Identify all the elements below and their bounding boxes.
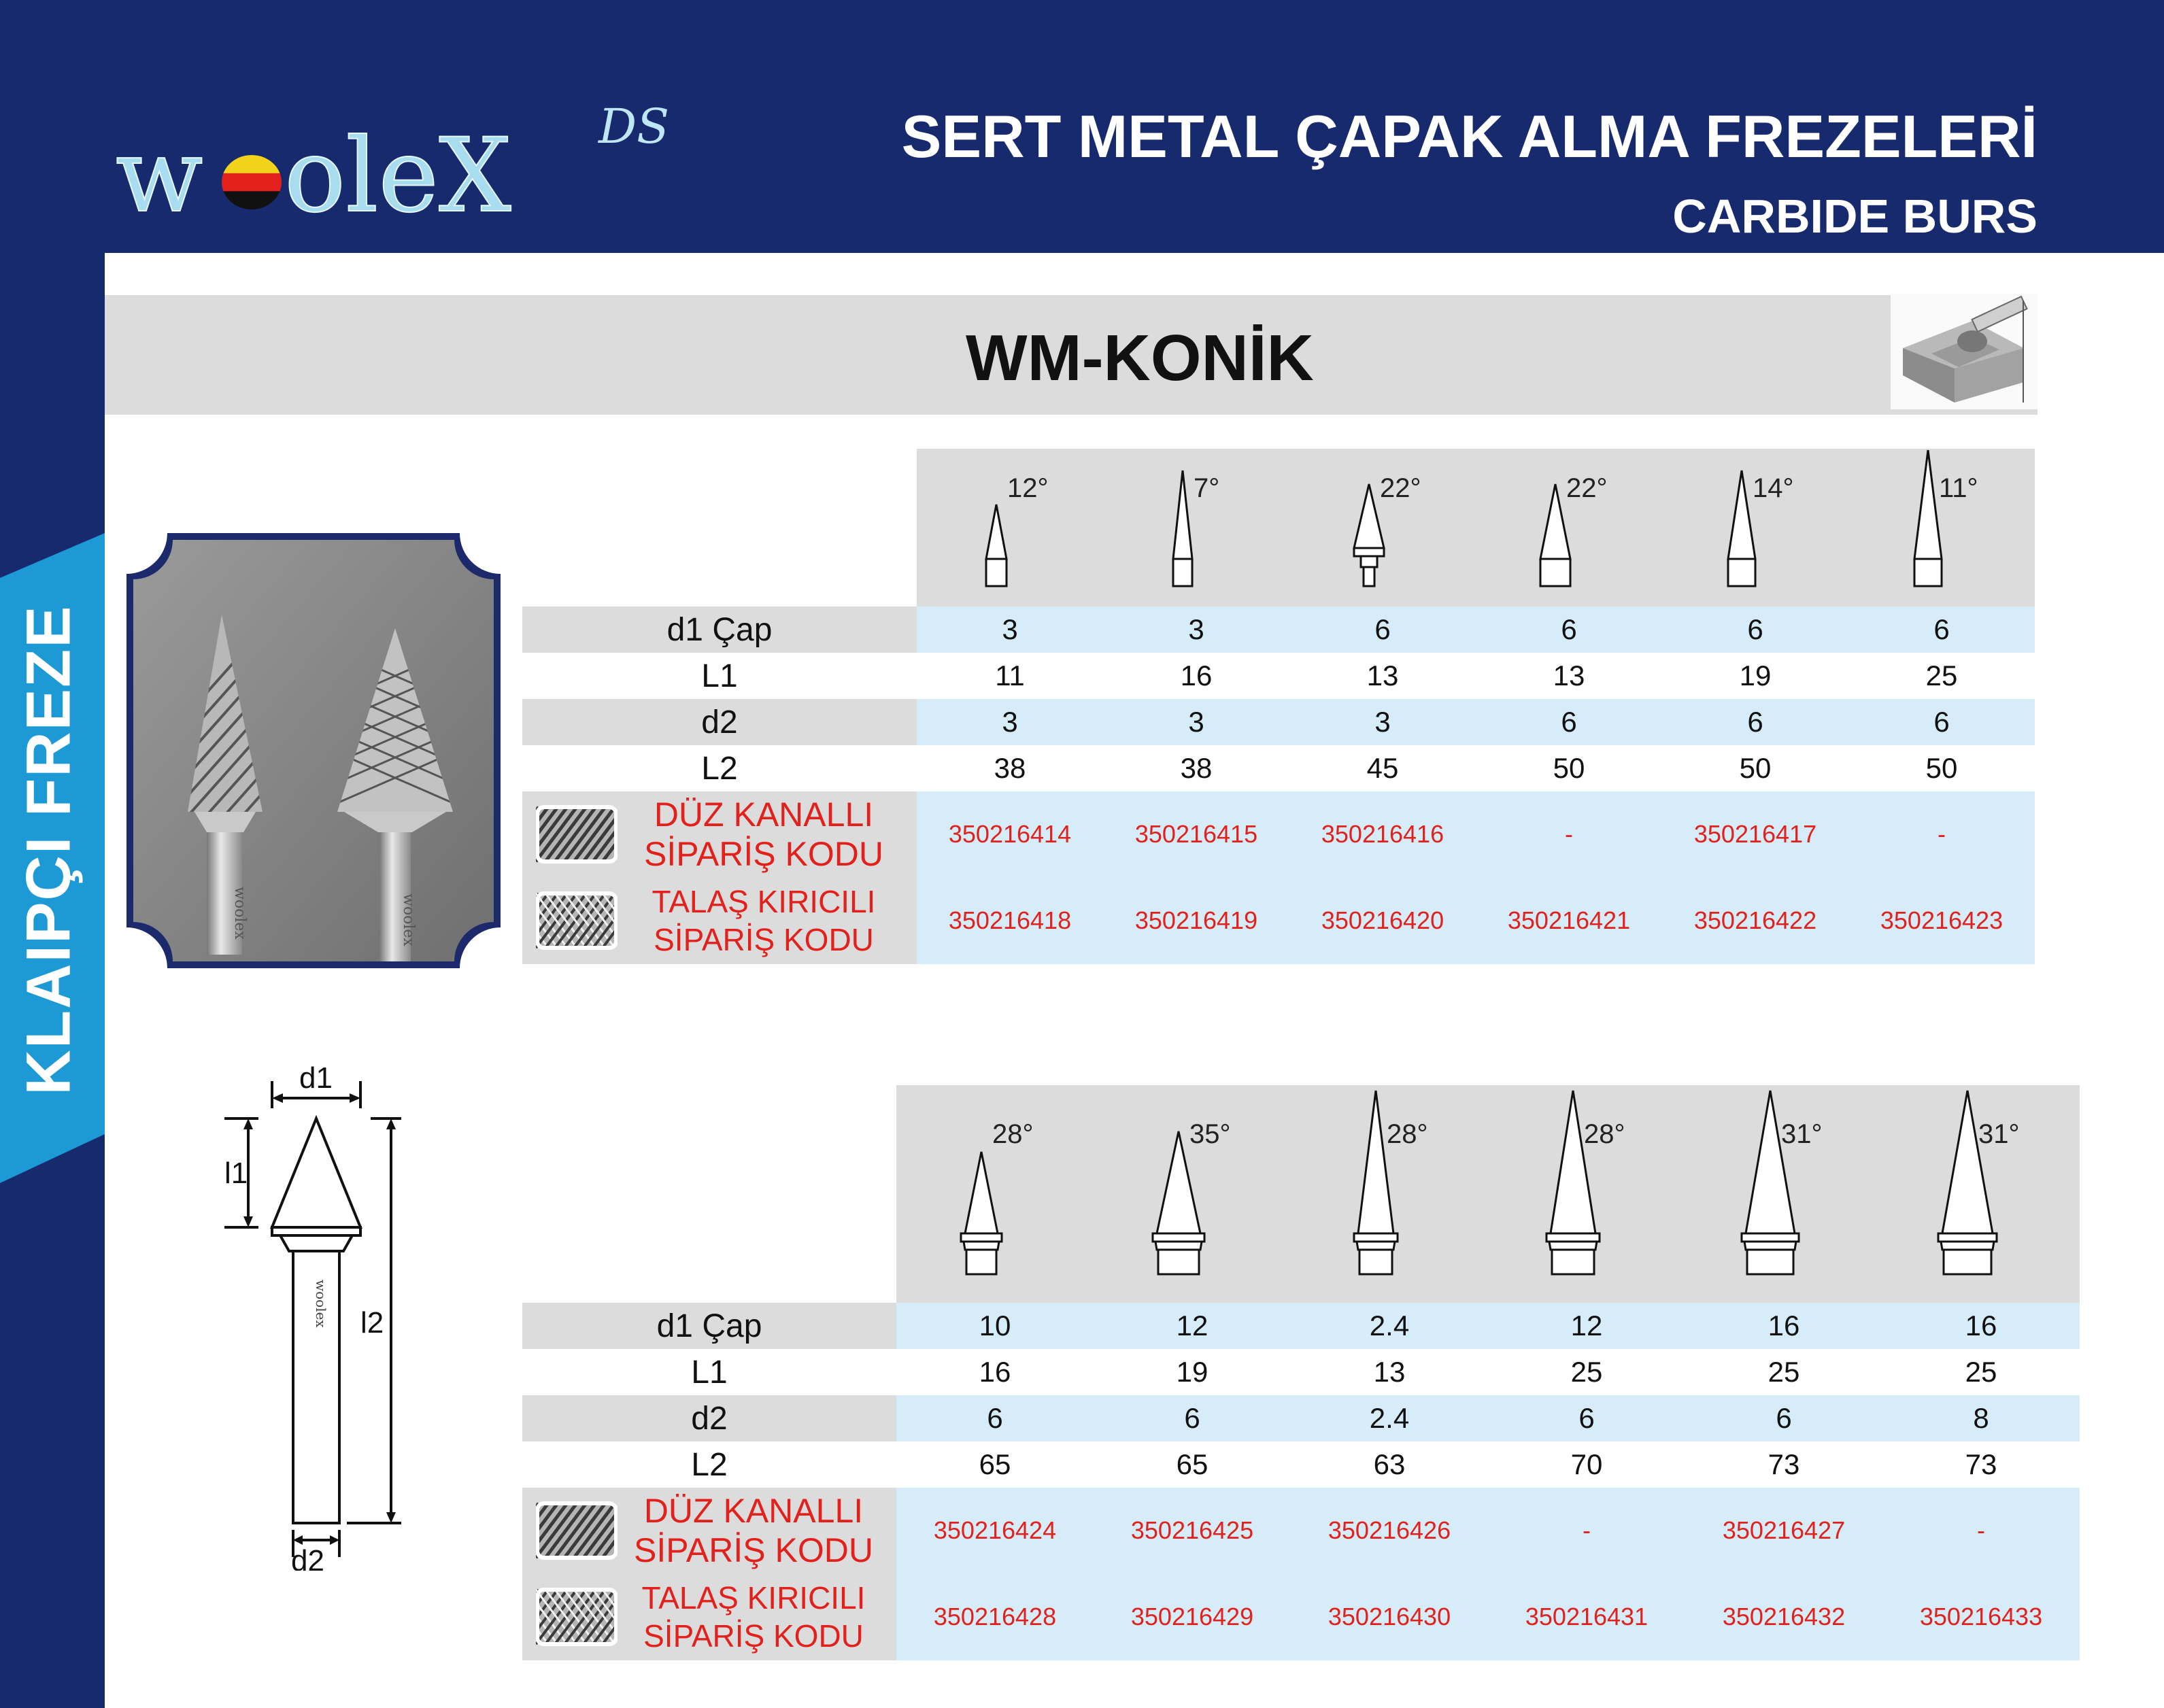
spec-value: 38: [1103, 745, 1289, 791]
side-tab-label: KLAIPÇI FREZE: [14, 604, 84, 1095]
spec-value: 25: [1685, 1349, 1882, 1395]
order-code: 350216430: [1291, 1573, 1488, 1660]
burr-profile: [917, 449, 1103, 607]
burr-profile-icon: [917, 449, 1103, 607]
spec-value: 13: [1289, 653, 1476, 699]
spec-value: 6: [1848, 699, 2035, 745]
burr-profile-icon: [896, 1085, 1094, 1303]
flute-icon: [536, 1587, 618, 1650]
order-code-line2: SİPARİŞ KODU: [644, 835, 883, 873]
header-subtitle: CARBIDE BURS: [1672, 190, 2038, 243]
order-code: 350216431: [1488, 1573, 1685, 1660]
order-code-line1: DÜZ KANALLI: [654, 796, 874, 834]
burr-profile: [1848, 449, 2035, 607]
spec-value: 38: [917, 745, 1103, 791]
dimension-drawing: [204, 1061, 428, 1571]
order-code-line1: DÜZ KANALLI: [643, 1492, 864, 1530]
dim-label-l1: l1: [224, 1157, 248, 1190]
spec-value: 73: [1882, 1441, 2080, 1488]
row-label: d1 Çap: [522, 1303, 896, 1349]
spec-value: 3: [917, 699, 1103, 745]
order-code-text: [624, 1576, 883, 1658]
spec-value: 16: [1882, 1303, 2080, 1349]
spec-value: 6: [1476, 699, 1662, 745]
order-code-line1: TALAŞ KIRICILI: [652, 884, 876, 919]
spec-value: 6: [1476, 607, 1662, 653]
burr-profile: [1094, 1085, 1291, 1303]
spec-value: 50: [1848, 745, 2035, 791]
order-code-line2: SİPARİŞ KODU: [654, 922, 874, 957]
row-label: d2: [522, 699, 917, 745]
svg-text:woolex: woolex: [313, 1280, 329, 1328]
straight-flute-icon: [536, 804, 618, 864]
order-code: 350216417: [1662, 791, 1848, 877]
dim-label-d1: d1: [299, 1061, 333, 1095]
spec-value: 6: [1289, 607, 1476, 653]
order-code-text: [624, 794, 903, 874]
burr-profile-icon: [1094, 1085, 1291, 1303]
spec-value: 12: [1094, 1303, 1291, 1349]
spec-value: 45: [1289, 745, 1476, 791]
burr-profile: [896, 1085, 1094, 1303]
burr-profile: [1662, 449, 1848, 607]
product-photo: [126, 533, 501, 968]
spec-value: 2.4: [1291, 1303, 1488, 1349]
angle-label: 14°: [1753, 473, 1794, 503]
spec-value: 19: [1662, 653, 1848, 699]
spec-value: 6: [896, 1395, 1094, 1441]
burr-profile-icon: [1103, 449, 1289, 607]
spec-value: 3: [1103, 699, 1289, 745]
straight-flute-icon: [536, 1501, 618, 1560]
order-code: 350216433: [1882, 1573, 2080, 1660]
angle-label: 7°: [1194, 473, 1220, 503]
order-code-label: [522, 1488, 896, 1573]
burr-profile: [1289, 449, 1476, 607]
order-code: -: [1882, 1488, 2080, 1573]
order-code: -: [1476, 791, 1662, 877]
spec-value: 50: [1662, 745, 1848, 791]
burr-profile: [1685, 1085, 1882, 1303]
angle-label: 35°: [1189, 1119, 1231, 1149]
spec-value: 16: [1685, 1303, 1882, 1349]
angle-label: 22°: [1566, 473, 1608, 503]
spec-value: 11: [917, 653, 1103, 699]
burr-profile-icon: [1289, 449, 1476, 607]
order-code-text: [624, 1490, 883, 1571]
order-code: -: [1848, 791, 2035, 877]
spec-value: 13: [1476, 653, 1662, 699]
order-code: 350216420: [1289, 877, 1476, 964]
burr-workpiece-icon: [1891, 294, 2038, 409]
chipbreaker-flute-icon: [536, 891, 618, 951]
order-code: 350216418: [917, 877, 1103, 964]
spec-value: 6: [1662, 607, 1848, 653]
spec-value: 8: [1882, 1395, 2080, 1441]
angle-label: 22°: [1380, 473, 1421, 503]
spec-value: 16: [1103, 653, 1289, 699]
burr-profile-icon: [1662, 449, 1848, 607]
spec-value: 6: [1848, 607, 2035, 653]
spec-value: 12: [1488, 1303, 1685, 1349]
angle-label: 12°: [1007, 473, 1049, 503]
angle-label: 31°: [1978, 1119, 2020, 1149]
shank-mark-2: woolex: [400, 893, 417, 946]
dim-label-l2: l2: [360, 1306, 384, 1339]
flute-icon: [536, 891, 618, 954]
spec-value: 73: [1685, 1441, 1882, 1488]
spec-value: 65: [896, 1441, 1094, 1488]
order-code: 350216414: [917, 791, 1103, 877]
spec-value: 19: [1094, 1349, 1291, 1395]
spec-value: 3: [1289, 699, 1476, 745]
order-code: 350216427: [1685, 1488, 1882, 1573]
angle-label: 11°: [1939, 473, 1978, 503]
row-label: L1: [522, 653, 917, 699]
burr-profile: [1291, 1085, 1488, 1303]
spec-value: 6: [1662, 699, 1848, 745]
svg-text:oleX: oleX: [284, 117, 511, 231]
spec-value: 16: [896, 1349, 1094, 1395]
spec-value: 6: [1488, 1395, 1685, 1441]
order-code: -: [1488, 1488, 1685, 1573]
spec-value: 70: [1488, 1441, 1685, 1488]
order-code: 350216432: [1685, 1573, 1882, 1660]
order-code-line2: SİPARİŞ KODU: [634, 1531, 873, 1569]
angle-label: 28°: [1387, 1119, 1428, 1149]
shank-mark-1: woolex: [231, 887, 248, 940]
spec-value: 50: [1476, 745, 1662, 791]
burr-profile: [1882, 1085, 2080, 1303]
order-code-label: [522, 1573, 896, 1660]
flute-icon: [536, 1501, 618, 1564]
burr-profile-icon: [1882, 1085, 2080, 1303]
burr-profile-icon: [1685, 1085, 1882, 1303]
spec-value: 6: [1685, 1395, 1882, 1441]
burr-profile-icon: [1476, 449, 1662, 607]
angle-label: 28°: [1584, 1119, 1625, 1149]
burr-profile-icon: [1488, 1085, 1685, 1303]
flute-icon: [536, 804, 618, 868]
dim-label-d2: d2: [291, 1544, 324, 1571]
spec-value: 63: [1291, 1441, 1488, 1488]
spec-value: 2.4: [1291, 1395, 1488, 1441]
spec-value: 25: [1882, 1349, 2080, 1395]
order-code: 350216421: [1476, 877, 1662, 964]
row-label: d2: [522, 1395, 896, 1441]
spec-value: 3: [1103, 607, 1289, 653]
section-title: WM-KONİK: [966, 322, 1314, 394]
order-code: 350216422: [1662, 877, 1848, 964]
spec-value: 13: [1291, 1349, 1488, 1395]
spec-value: 65: [1094, 1441, 1291, 1488]
spec-value: 25: [1488, 1349, 1685, 1395]
burr-profile: [1103, 449, 1289, 607]
order-code: 350216425: [1094, 1488, 1291, 1573]
svg-text:w: w: [116, 117, 203, 231]
order-code: 350216429: [1094, 1573, 1291, 1660]
chipbreaker-flute-icon: [536, 1587, 618, 1647]
spec-value: 25: [1848, 653, 2035, 699]
woolex-logo: [116, 95, 728, 231]
burr-profile-icon: [1291, 1085, 1488, 1303]
spec-value: 10: [896, 1303, 1094, 1349]
header-title: SERT METAL ÇAPAK ALMA FREZELERİ: [901, 103, 2038, 170]
order-code: 350216419: [1103, 877, 1289, 964]
row-label: L2: [522, 1441, 896, 1488]
row-label: d1 Çap: [522, 607, 917, 653]
spec-value: 3: [917, 607, 1103, 653]
order-code: 350216426: [1291, 1488, 1488, 1573]
order-code: 350216424: [896, 1488, 1094, 1573]
order-code: 350216416: [1289, 791, 1476, 877]
angle-label: 28°: [992, 1119, 1034, 1149]
order-code-line1: TALAŞ KIRICILI: [641, 1580, 866, 1616]
order-code: 350216415: [1103, 791, 1289, 877]
burr-profile-icon: [1848, 449, 2035, 607]
angle-label: 31°: [1781, 1119, 1823, 1149]
order-code-label: [522, 791, 917, 877]
burr-profile: [1476, 449, 1662, 607]
row-label: L1: [522, 1349, 896, 1395]
order-code: 350216428: [896, 1573, 1094, 1660]
row-label: L2: [522, 745, 917, 791]
order-code: 350216423: [1848, 877, 2035, 964]
order-code-line2: SİPARİŞ KODU: [643, 1618, 864, 1654]
spec-value: 6: [1094, 1395, 1291, 1441]
order-code-text: [624, 880, 903, 961]
burr-profile: [1488, 1085, 1685, 1303]
svg-text:DS: DS: [598, 99, 670, 154]
order-code-label: [522, 877, 917, 964]
